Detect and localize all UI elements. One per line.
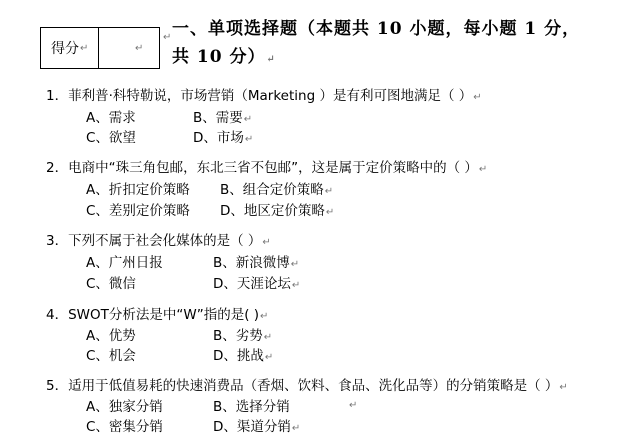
return-mark-icon: ↵ xyxy=(260,311,269,322)
return-mark-icon: ↵ xyxy=(266,54,276,65)
question-3-text: 3．下列不属于社会化媒体的是（ ） xyxy=(46,233,262,249)
return-mark-icon: ↵ xyxy=(478,164,488,175)
question-4-option-c[interactable] xyxy=(86,344,136,364)
option-label: D、渠道分销 xyxy=(213,419,291,435)
question-2-option-a[interactable] xyxy=(86,178,190,198)
question-2-option-b[interactable] xyxy=(220,178,333,198)
option-label: B、需要 xyxy=(193,110,243,126)
question-3-option-d[interactable] xyxy=(213,272,300,292)
question-3-option-a[interactable] xyxy=(86,251,163,271)
question-2-option-d[interactable] xyxy=(220,199,334,219)
return-mark-icon: ↵ xyxy=(263,332,273,343)
section-title xyxy=(172,15,622,74)
return-mark-icon: ↵ xyxy=(163,32,172,43)
option-label: C、机会 xyxy=(86,348,136,364)
question-4-option-d[interactable] xyxy=(213,344,273,364)
option-label: A、优势 xyxy=(86,328,136,344)
question-4-option-b[interactable] xyxy=(213,324,272,344)
score-value-cell[interactable] xyxy=(99,28,159,68)
return-mark-icon: ↵ xyxy=(135,42,144,54)
return-mark-icon: ↵ xyxy=(325,207,335,218)
question-3 xyxy=(46,229,271,249)
return-mark-icon: ↵ xyxy=(473,92,482,103)
question-5-option-b[interactable] xyxy=(213,395,290,415)
return-mark-icon: ↵ xyxy=(324,186,334,197)
question-5-option-d[interactable] xyxy=(213,415,300,435)
option-label: C、密集分销 xyxy=(86,419,163,435)
question-4-text: 4．SWOT分析法是中“W”指的是( ) xyxy=(46,307,260,323)
question-4-option-a[interactable] xyxy=(86,324,136,344)
option-label: D、天涯论坛 xyxy=(213,276,291,292)
section-title-line1: 一、单项选择题（本题共 10 小题，每小题 1 分， xyxy=(172,19,581,39)
question-4 xyxy=(46,303,268,323)
question-3-option-c[interactable] xyxy=(86,272,136,292)
return-mark-icon: ↵ xyxy=(291,423,301,434)
question-1-option-c[interactable] xyxy=(86,126,136,146)
option-label: B、新浪微博 xyxy=(213,255,290,271)
return-mark-icon: ↵ xyxy=(243,114,253,125)
question-1-option-d[interactable] xyxy=(193,126,253,146)
option-label: A、广州日报 xyxy=(86,255,163,271)
question-3-option-b[interactable] xyxy=(213,251,299,271)
option-label: C、差别定价策略 xyxy=(86,203,190,219)
score-box xyxy=(40,27,160,69)
option-label: D、地区定价策略 xyxy=(220,203,325,219)
return-mark-icon: ↵ xyxy=(262,237,271,248)
option-label: A、折扣定价策略 xyxy=(86,182,190,198)
return-mark-icon: ↵ xyxy=(349,400,358,411)
option-label: B、劣势 xyxy=(213,328,263,344)
option-label: C、微信 xyxy=(86,276,136,292)
return-mark-icon: ↵ xyxy=(244,134,254,145)
option-label: A、独家分销 xyxy=(86,399,163,415)
option-label: D、挑战 xyxy=(213,348,264,364)
return-mark-icon: ↵ xyxy=(291,280,301,291)
question-2 xyxy=(46,156,487,176)
question-1 xyxy=(46,84,482,104)
option-label: B、组合定价策略 xyxy=(220,182,324,198)
return-mark-icon: ↵ xyxy=(290,259,300,270)
option-label: B、选择分销 xyxy=(213,399,290,415)
return-mark-icon: ↵ xyxy=(264,352,274,363)
option-label: A、需求 xyxy=(86,110,136,126)
option-label: C、欲望 xyxy=(86,130,136,146)
question-5 xyxy=(46,374,568,394)
return-mark-icon: ↵ xyxy=(80,42,89,54)
question-5-option-a[interactable] xyxy=(86,395,163,415)
score-label: 得分 xyxy=(51,41,79,57)
question-2-text: 2．电商中“珠三角包邮，东北三省不包邮”，这是属于定价策略中的（ ） xyxy=(46,160,478,176)
section-title-line2: 共 10 分） xyxy=(172,47,266,67)
option-label: D、市场 xyxy=(193,130,244,146)
question-5-text: 5．适用于低值易耗的快速消费品（香烟、饮料、食品、洗化品等）的分销策略是（ ） xyxy=(46,378,559,394)
question-1-option-a[interactable] xyxy=(86,106,136,126)
question-1-text: 1．菲利普·科特勒说，市场营销（Marketing ）是有利可图地满足（ ） xyxy=(46,88,473,104)
score-label-cell xyxy=(41,28,99,68)
return-mark-icon: ↵ xyxy=(559,382,568,393)
question-1-option-b[interactable] xyxy=(193,106,252,126)
question-5-option-c[interactable] xyxy=(86,415,163,435)
question-2-option-c[interactable] xyxy=(86,199,190,219)
